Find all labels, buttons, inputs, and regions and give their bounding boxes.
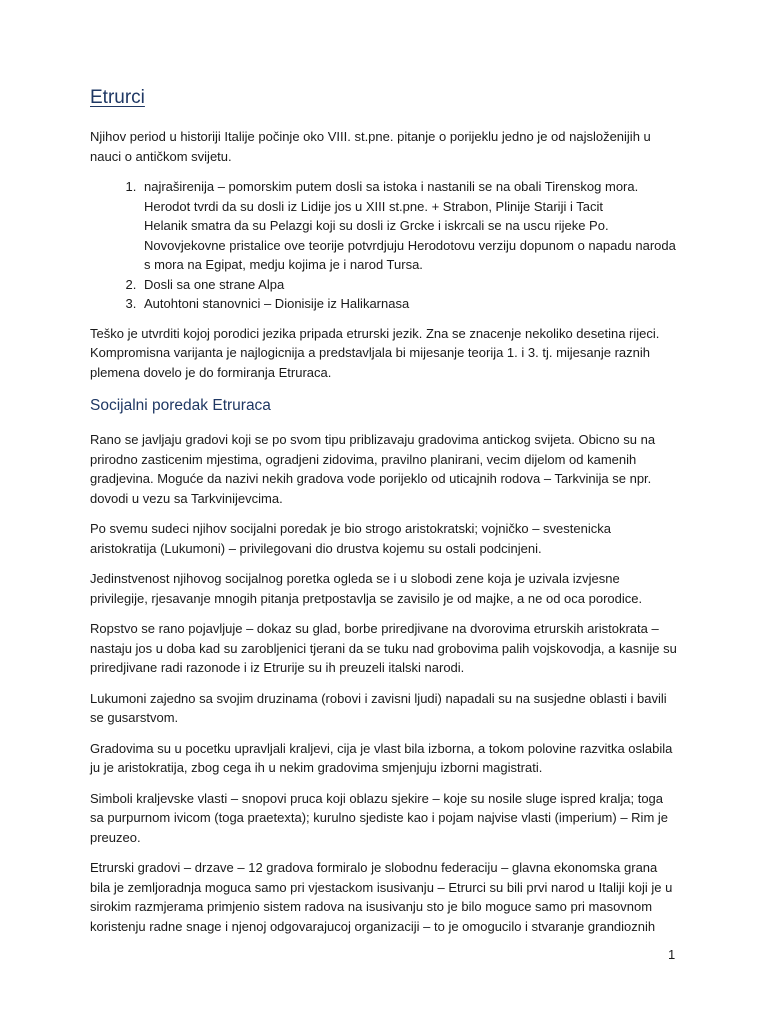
body-paragraph: Jedinstvenost njihovog socijalnog poretka ogleda se i u slobodi zene koja je uzivala izvjesne privilegije, rjesavanje mnogih pitanja pretpostavlja se zavisilo je od majke, a ne od oca porodice. [90, 571, 643, 606]
body-paragraph: Ropstvo se rano pojavljuje – dokaz su glad, borbe priredjivane na dvorovima etrurskih aristokrata – nastaju jos u doba kad su zarobljenici tjerani da se tuku nad grobovima palih vojskovodja, a kasnije su priredjivane radi razonode i iz Etrurije su ih preuzeli italski narodi. [90, 621, 677, 675]
intro-paragraph: Njihov period u historiji Italije počinje oko VIII. st.pne. pitanje o porijeklu jedno je od najsloženijih u nauci o antičkom svijetu. [90, 129, 651, 164]
list-item [140, 294, 680, 314]
language-paragraph: Teško je utvrditi kojoj porodici jezika pripada etrurski jezik. Zna se znacenje nekoliko desetina rijeci. Kompromisna varijanta je najlogicnija a predstavljala bi mijesanje teorija 1. i 3. tj. mijesanje raznih plemena dovelo je do formiranja Etruraca. [90, 325, 660, 380]
list-item-line: Helanik smatra da su Pelazgi koji su dosli iz Grcke i iskrcali se na uscu rijeke Po. Novovjekovne pristalice ove teorije potvrdjuju Herodotovu verziju dopunom o napadu naroda s mora na Egipat, medju kojima je i narod Tursa. [144, 218, 676, 272]
list-item [140, 177, 680, 275]
page-content [90, 86, 680, 947]
list-item-line: Dosli sa one strane Alpa [144, 276, 285, 292]
body-paragraph: Po svemu sudeci njihov socijalni poredak je bio strogo aristokratski; vojničko – svestenicka aristokratija (Lukumoni) – privilegovani dio drustva kojemu su ostali podcinjeni. [90, 521, 611, 556]
body-paragraph: Simboli kraljevske vlasti – snopovi pruca koji oblazu sjekire – koje su nosile sluge ispred kralja; toga sa purpurnom ivicom (toga praetexta); kurulno sjediste kao i pojam najvise vlasti (imperium) – Rim je preuzeo. [90, 790, 669, 845]
page-title: Etrurci [90, 87, 145, 108]
body-paragraph: Gradovima su u pocetku upravljali kraljevi, cija je vlast bila izborna, a tokom polovine razvitka oslabila ju je aristokratija, zbog cega ih u nekim gradovima smjenjuju izborni magistrati. [90, 740, 673, 775]
list-item-line: Autohtoni stanovnici – Dionisije iz Halikarnasa [144, 296, 410, 311]
body-paragraph: Lukumoni zajedno sa svojim druzinama (robovi i zavisni ljudi) napadali su na susjedne oblasti i bavili se gusarstvom. [90, 690, 667, 725]
list-item-line: Herodot tvrdi da su dosli iz Lidije jos u XIII st.pne. + Strabon, Plinije Stariji i Tacit [144, 198, 603, 214]
page-number: 1 [668, 947, 676, 962]
body-paragraph: Etrurski gradovi – drzave – 12 gradova formiralo je slobodnu federaciju – glavna ekonomska grana bila je zemljoradnja moguca samo pri vjestackom isusivanju – Etrurci su bili prvi narod u Italiji koji je u sirokim razmjerama primjenio sistem radova na isusivanju sto je bilo moguce samo pri masovnom koristenju radne snage i njenoj odgovarajucoj organizaciji – to je omogucilo i stvaranje grandioznih [90, 860, 673, 934]
body-paragraph: Rano se javljaju gradovi koji se po svom tipu priblizavaju gradovima antickog svijeta. Obicno su na prirodno zasticenim mjestima, ogradjeni zidovima, pravilno planirani, vecim dijelom od kamenih gradjevina. Moguće da nazivi nekih gradova vode porijeklo od uticajnih rodova – Tarkvinija se npr. dovodi u vezu sa Tarkvinijevcima. [90, 432, 656, 506]
origins-list [90, 177, 680, 314]
section-heading: Socijalni poredak Etruraca [90, 397, 271, 414]
list-item [140, 275, 680, 295]
list-item-line: 1. najraširenija – pomorskim putem dosli sa istoka i nastanili se na obali Tirenskog mora. [144, 179, 639, 194]
